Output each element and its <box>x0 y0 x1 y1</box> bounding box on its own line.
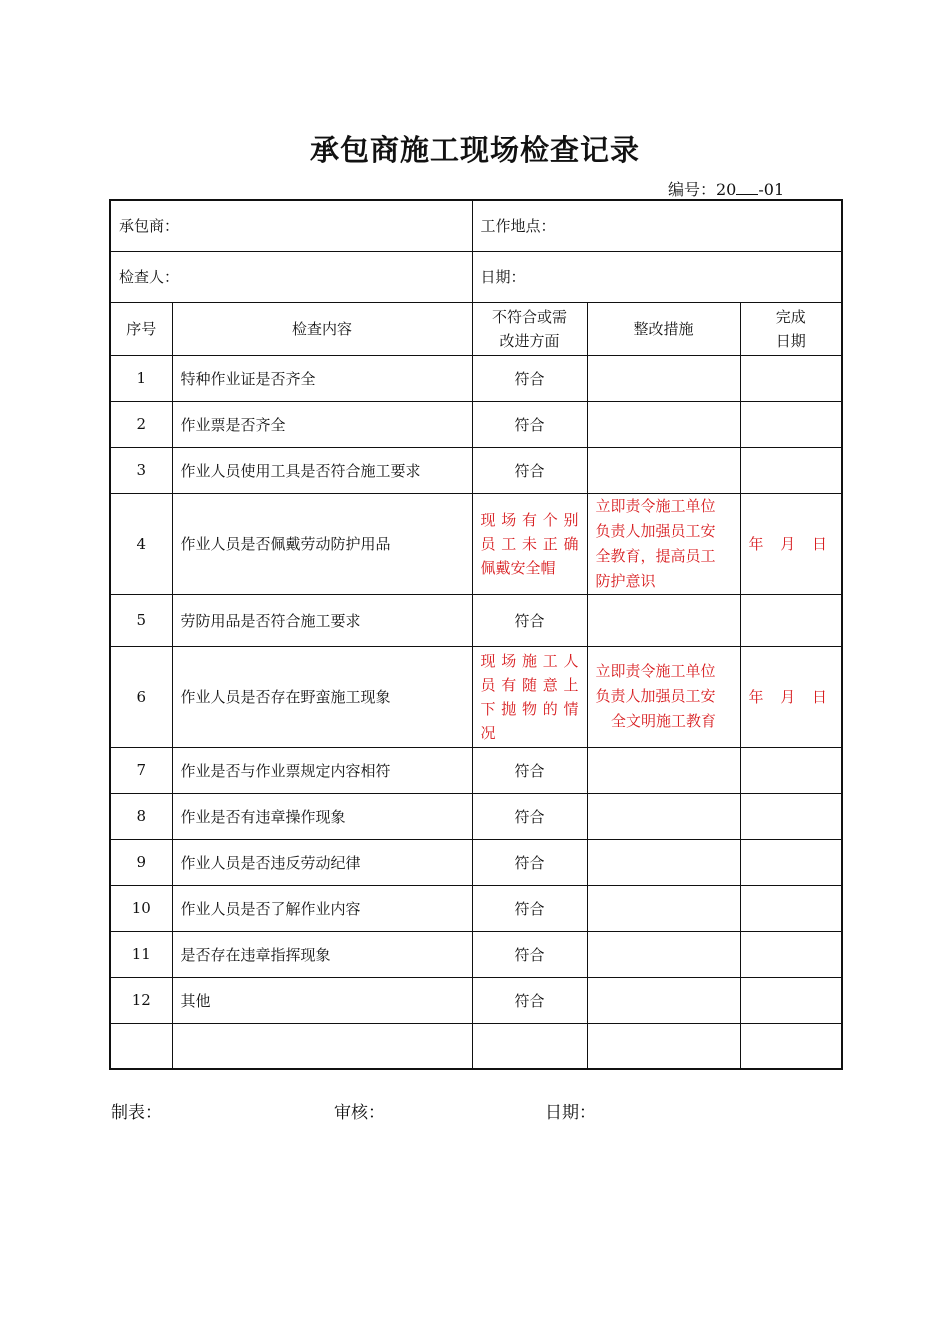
row-measure[interactable] <box>587 793 740 839</box>
measure-line: 全文明施工教育 <box>611 712 717 730</box>
doc-no-blank <box>736 180 758 195</box>
issue-line: 员有随意上 <box>480 675 579 694</box>
table-row <box>110 793 842 839</box>
row-item: 作业是否有违章操作现象 <box>172 793 472 839</box>
row-result: 符合 <box>472 355 587 401</box>
row-item: 作业人员是否存在野蛮施工现象 <box>172 646 472 747</box>
table-row <box>110 447 842 493</box>
table-row <box>110 747 842 793</box>
document-number <box>668 177 784 200</box>
issue-line: 现场有个别 <box>480 510 579 529</box>
issue-line: 况 <box>480 723 496 742</box>
info-row-contractor <box>110 200 842 251</box>
row-result: 符合 <box>472 594 587 646</box>
header-nonconform-l2: 改进方面 <box>499 331 560 350</box>
row-measure[interactable] <box>587 977 740 1023</box>
row-item: 作业票是否齐全 <box>172 401 472 447</box>
row-measure[interactable] <box>587 1023 740 1069</box>
row-date[interactable] <box>740 747 842 793</box>
row-no: 10 <box>110 885 172 931</box>
header-row <box>110 302 842 355</box>
row-no[interactable] <box>110 1023 172 1069</box>
doc-no-label: 编号：20 <box>668 180 737 199</box>
row-date[interactable] <box>740 401 842 447</box>
issue-line: 员工未正确 <box>480 534 579 553</box>
location-field[interactable]: 工作地点： <box>472 200 842 251</box>
table-row <box>110 977 842 1023</box>
row-item: 作业人员使用工具是否符合施工要求 <box>172 447 472 493</box>
doc-no-suffix: -01 <box>758 180 785 199</box>
row-date[interactable] <box>740 793 842 839</box>
row-issue <box>472 493 587 594</box>
row-measure[interactable] <box>587 839 740 885</box>
header-measures: 整改措施 <box>587 302 740 355</box>
table-row <box>110 594 842 646</box>
row-date[interactable] <box>740 594 842 646</box>
row-no: 8 <box>110 793 172 839</box>
row-result: 符合 <box>472 885 587 931</box>
footer-date: 日期： <box>545 1103 596 1123</box>
table-row <box>110 493 842 594</box>
row-measure[interactable] <box>587 401 740 447</box>
row-item: 特种作业证是否齐全 <box>172 355 472 401</box>
table-row <box>110 885 842 931</box>
row-result: 符合 <box>472 931 587 977</box>
inspection-table <box>109 199 843 1070</box>
row-item: 作业人员是否违反劳动纪律 <box>172 839 472 885</box>
measure-line: 立即责令施工单位 <box>595 496 716 515</box>
row-measure[interactable] <box>587 646 740 747</box>
row-no: 6 <box>110 646 172 747</box>
row-date[interactable]: 年 月 日 <box>740 493 842 594</box>
inspector-field[interactable]: 检查人： <box>110 251 472 302</box>
header-done-l2: 日期 <box>775 331 806 350</box>
row-measure[interactable] <box>587 447 740 493</box>
row-date[interactable] <box>740 447 842 493</box>
row-date[interactable] <box>740 1023 842 1069</box>
header-done-l1: 完成 <box>775 307 806 326</box>
row-no: 1 <box>110 355 172 401</box>
row-measure[interactable] <box>587 885 740 931</box>
row-item: 其他 <box>172 977 472 1023</box>
row-no: 4 <box>110 493 172 594</box>
row-date[interactable] <box>740 977 842 1023</box>
info-row-inspector <box>110 251 842 302</box>
row-no: 12 <box>110 977 172 1023</box>
row-issue <box>472 646 587 747</box>
row-date[interactable] <box>740 355 842 401</box>
row-no: 5 <box>110 594 172 646</box>
page-title: 承包商施工现场检查记录 <box>309 133 640 167</box>
row-measure[interactable] <box>587 355 740 401</box>
row-no: 2 <box>110 401 172 447</box>
measure-line: 防护意识 <box>595 571 656 590</box>
row-no: 7 <box>110 747 172 793</box>
row-date[interactable] <box>740 931 842 977</box>
row-item: 是否存在违章指挥现象 <box>172 931 472 977</box>
header-seq: 序号 <box>110 302 172 355</box>
row-no: 9 <box>110 839 172 885</box>
row-result: 符合 <box>472 839 587 885</box>
measure-line: 负责人加强员工安 <box>595 521 716 540</box>
table-row <box>110 839 842 885</box>
footer-maker: 制表： <box>111 1103 162 1123</box>
contractor-field[interactable]: 承包商： <box>110 200 472 251</box>
row-date[interactable] <box>740 839 842 885</box>
row-result[interactable] <box>472 1023 587 1069</box>
row-result: 符合 <box>472 793 587 839</box>
row-no: 3 <box>110 447 172 493</box>
row-date[interactable]: 年 月 日 <box>740 646 842 747</box>
table-row <box>110 355 842 401</box>
row-no: 11 <box>110 931 172 977</box>
row-result: 符合 <box>472 447 587 493</box>
header-done-date <box>740 302 842 355</box>
table-row <box>110 646 842 747</box>
footer-reviewer: 审核： <box>334 1103 385 1123</box>
row-result: 符合 <box>472 401 587 447</box>
header-nonconform-l1: 不符合或需 <box>492 307 568 326</box>
row-result: 符合 <box>472 977 587 1023</box>
measure-line: 全教育，提高员工 <box>595 546 716 565</box>
header-nonconform <box>472 302 587 355</box>
measure-line: 立即责令施工单位 <box>595 662 716 680</box>
measure-line: 负责人加强员工安 <box>595 687 716 705</box>
row-item: 作业人员是否了解作业内容 <box>172 885 472 931</box>
issue-line: 下抛物的情 <box>480 699 579 718</box>
row-measure[interactable] <box>587 493 740 594</box>
row-item: 作业是否与作业票规定内容相符 <box>172 747 472 793</box>
header-content: 检查内容 <box>172 302 472 355</box>
row-item: 劳防用品是否符合施工要求 <box>172 594 472 646</box>
row-measure[interactable] <box>587 594 740 646</box>
row-date[interactable] <box>740 885 842 931</box>
row-item[interactable] <box>172 1023 472 1069</box>
issue-line: 佩戴安全帽 <box>480 558 556 577</box>
row-item: 作业人员是否佩戴劳动防护用品 <box>172 493 472 594</box>
date-field[interactable]: 日期： <box>472 251 842 302</box>
row-result: 符合 <box>472 747 587 793</box>
table-row <box>110 931 842 977</box>
table-row <box>110 401 842 447</box>
row-measure[interactable] <box>587 931 740 977</box>
issue-line: 现场施工人 <box>480 651 579 670</box>
table-row-empty <box>110 1023 842 1069</box>
row-measure[interactable] <box>587 747 740 793</box>
